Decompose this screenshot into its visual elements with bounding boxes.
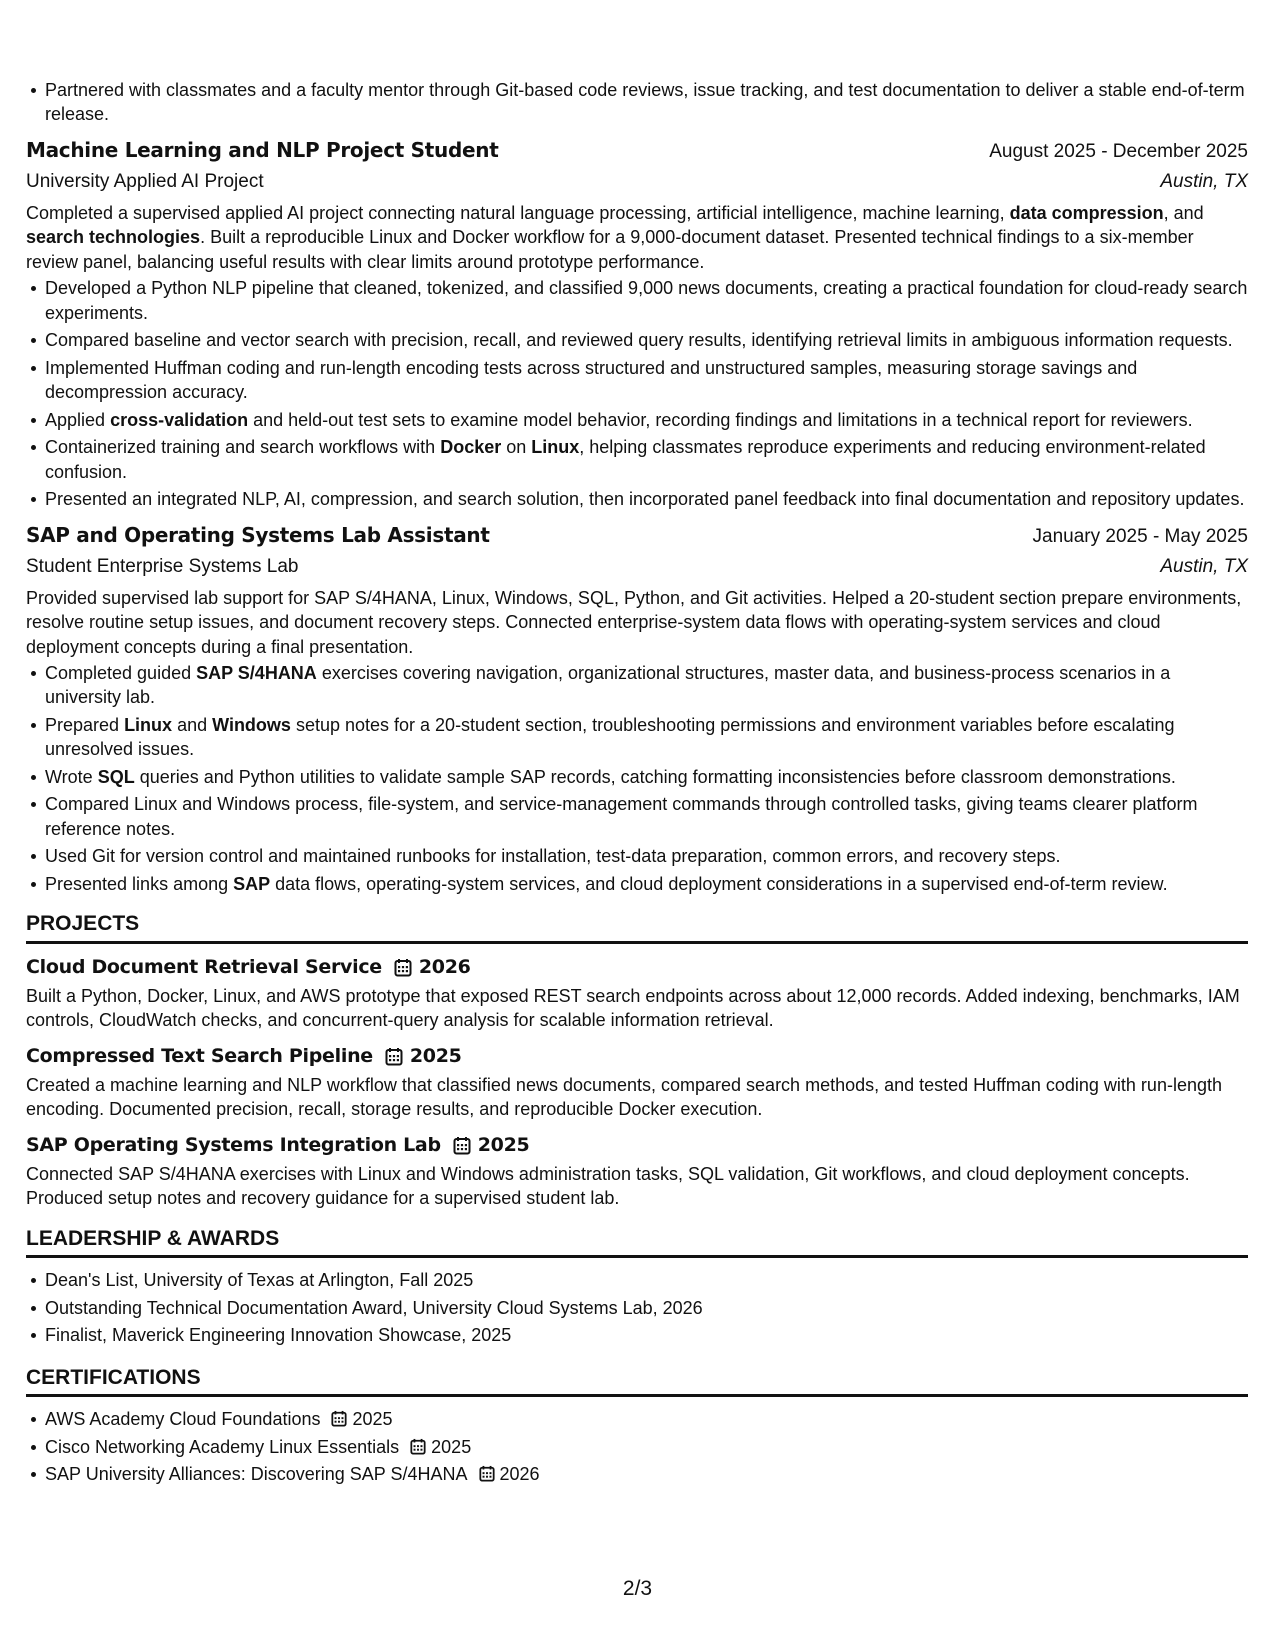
organization: University Applied AI Project (26, 170, 264, 192)
list-item (45, 1407, 1248, 1431)
list-item: Used Git for version control and maintained runbooks for installation, test-data preparation, common errors, and recovery steps. (45, 844, 1248, 868)
resume-page (26, 78, 1248, 1489)
list-item: Implemented Huffman coding and run-length encoding tests across structured and unstructured samples, measuring storage savings and decompression accuracy. (45, 356, 1248, 405)
experience-entry (26, 137, 1248, 512)
list-item (45, 1462, 1248, 1486)
calendar-icon (385, 1047, 403, 1066)
job-title: Machine Learning and NLP Project Student (26, 137, 499, 162)
experience-entry (26, 522, 1248, 897)
job-title: SAP and Operating Systems Lab Assistant (26, 522, 490, 547)
organization: Student Enterprise Systems Lab (26, 555, 299, 577)
list-item: Outstanding Technical Documentation Award, University Cloud Systems Lab, 2026 (45, 1296, 1248, 1320)
list-item: Wrote SQL queries and Python utilities to validate sample SAP records, catching formatting inconsistencies before classroom demonstrations. (45, 765, 1248, 789)
certification-year: 2026 (499, 1463, 540, 1484)
project-description: Built a Python, Docker, Linux, and AWS prototype that exposed REST search endpoints across about 12,000 records. Added indexing, benchmarks, IAM controls, CloudWatch checks, and concurrent-query analysis for scalable information retrieval. (26, 985, 1240, 1031)
list-item: Completed guided SAP S/4HANA exercises covering navigation, organizational structures, master data, and business-process scenarios in a university lab. (45, 661, 1248, 710)
page-number: 2/3 (622, 1577, 653, 1600)
job-bullets (26, 661, 1248, 896)
section-title-certifications: CERTIFICATIONS (26, 1364, 1248, 1398)
calendar-icon (410, 1438, 426, 1455)
certification-year: 2025 (431, 1436, 472, 1457)
certification-name: AWS Academy Cloud Foundations (45, 1409, 321, 1430)
job-description: Provided supervised lab support for SAP S/4HANA, Linux, Windows, SQL, Python, and Git activities. Helped a 20-student section prepare environments, resolve routine setup issues, and document recovery steps. Connected enterprise-system data flows with operating-system services and cloud deployment concepts during a final presentation. (26, 587, 1242, 657)
list-item: Presented links among SAP data flows, operating-system services, and cloud deployment considerations in a supervised end-of-term review. (45, 872, 1248, 896)
project-name: Cloud Document Retrieval Service (26, 955, 382, 978)
calendar-icon (479, 1465, 495, 1482)
list-item: Prepared Linux and Windows setup notes for a 20-student section, troubleshooting permissions and environment variables before escalating unresolved issues. (45, 713, 1248, 762)
list-item: Developed a Python NLP pipeline that cleaned, tokenized, and classified 9,000 news documents, creating a practical foundation for cloud-ready search experiments. (45, 276, 1248, 325)
list-item: Containerized training and search workflows with Docker on Linux, helping classmates reproduce experiments and reducing environment-related confusion. (45, 435, 1248, 484)
project-description: Connected SAP S/4HANA exercises with Linux and Windows administration tasks, SQL validation, Git workflows, and cloud deployment concepts. Produced setup notes and recovery guidance for a supervised student lab. (26, 1163, 1190, 1209)
calendar-icon (331, 1410, 347, 1427)
list-item (45, 1435, 1248, 1459)
list-item: Compared Linux and Windows process, file-system, and service-management commands through controlled tasks, giving teams clearer platform reference notes. (45, 792, 1248, 841)
job-dates: January 2025 - May 2025 (1032, 525, 1248, 547)
list-item: Compared baseline and vector search with precision, recall, and reviewed query results, identifying retrieval limits in ambiguous information requests. (45, 328, 1248, 352)
project-entry (26, 952, 1248, 1033)
certifications-list (26, 1407, 1248, 1486)
project-description: Created a machine learning and NLP workflow that classified news documents, compared search methods, and tested Huffman coding with run-length encoding. Documented precision, recall, storage results, and reproducible Docker execution. (26, 1074, 1222, 1120)
list-item: Finalist, Maverick Engineering Innovation Showcase, 2025 (45, 1323, 1248, 1347)
list-item: Dean's List, University of Texas at Arlington, Fall 2025 (45, 1268, 1248, 1292)
job-description: Completed a supervised applied AI project connecting natural language processing, artificial intelligence, machine learning, data compression, and search technologies. Built a reproducible Linux and Docker workflow for a 9,000-document dataset. Presented technical findings to a six-member review panel, balancing useful results with clear limits around prototype performance. (26, 202, 1204, 272)
project-year: 2025 (409, 1044, 462, 1067)
project-entry (26, 1130, 1248, 1211)
certification-year: 2025 (352, 1409, 393, 1430)
project-year: 2026 (418, 955, 471, 978)
section-title-leadership: LEADERSHIP & AWARDS (26, 1225, 1248, 1259)
location: Austin, TX (1160, 170, 1248, 192)
list-item: Applied cross-validation and held-out test sets to examine model behavior, recording findings and limitations in a technical report for reviewers. (45, 408, 1248, 432)
section-title-projects: PROJECTS (26, 910, 1248, 944)
leadership-list (26, 1268, 1248, 1347)
location: Austin, TX (1160, 555, 1248, 577)
project-name: SAP Operating Systems Integration Lab (26, 1133, 441, 1156)
project-year: 2025 (477, 1133, 530, 1156)
certification-name: Cisco Networking Academy Linux Essentials (45, 1436, 400, 1457)
calendar-icon (453, 1136, 471, 1155)
certification-name: SAP University Alliances: Discovering SAP S/4HANA (45, 1463, 468, 1484)
project-entry (26, 1041, 1248, 1122)
job-bullets (26, 276, 1248, 511)
calendar-icon (394, 958, 412, 977)
list-item: Partnered with classmates and a faculty mentor through Git-based code reviews, issue tracking, and test documentation to deliver a stable end-of-term release. (45, 78, 1248, 127)
project-name: Compressed Text Search Pipeline (26, 1044, 373, 1067)
prior-role-bullets (26, 78, 1248, 127)
job-dates: August 2025 - December 2025 (989, 140, 1248, 162)
list-item: Presented an integrated NLP, AI, compression, and search solution, then incorporated panel feedback into final documentation and repository updates. (45, 487, 1248, 511)
